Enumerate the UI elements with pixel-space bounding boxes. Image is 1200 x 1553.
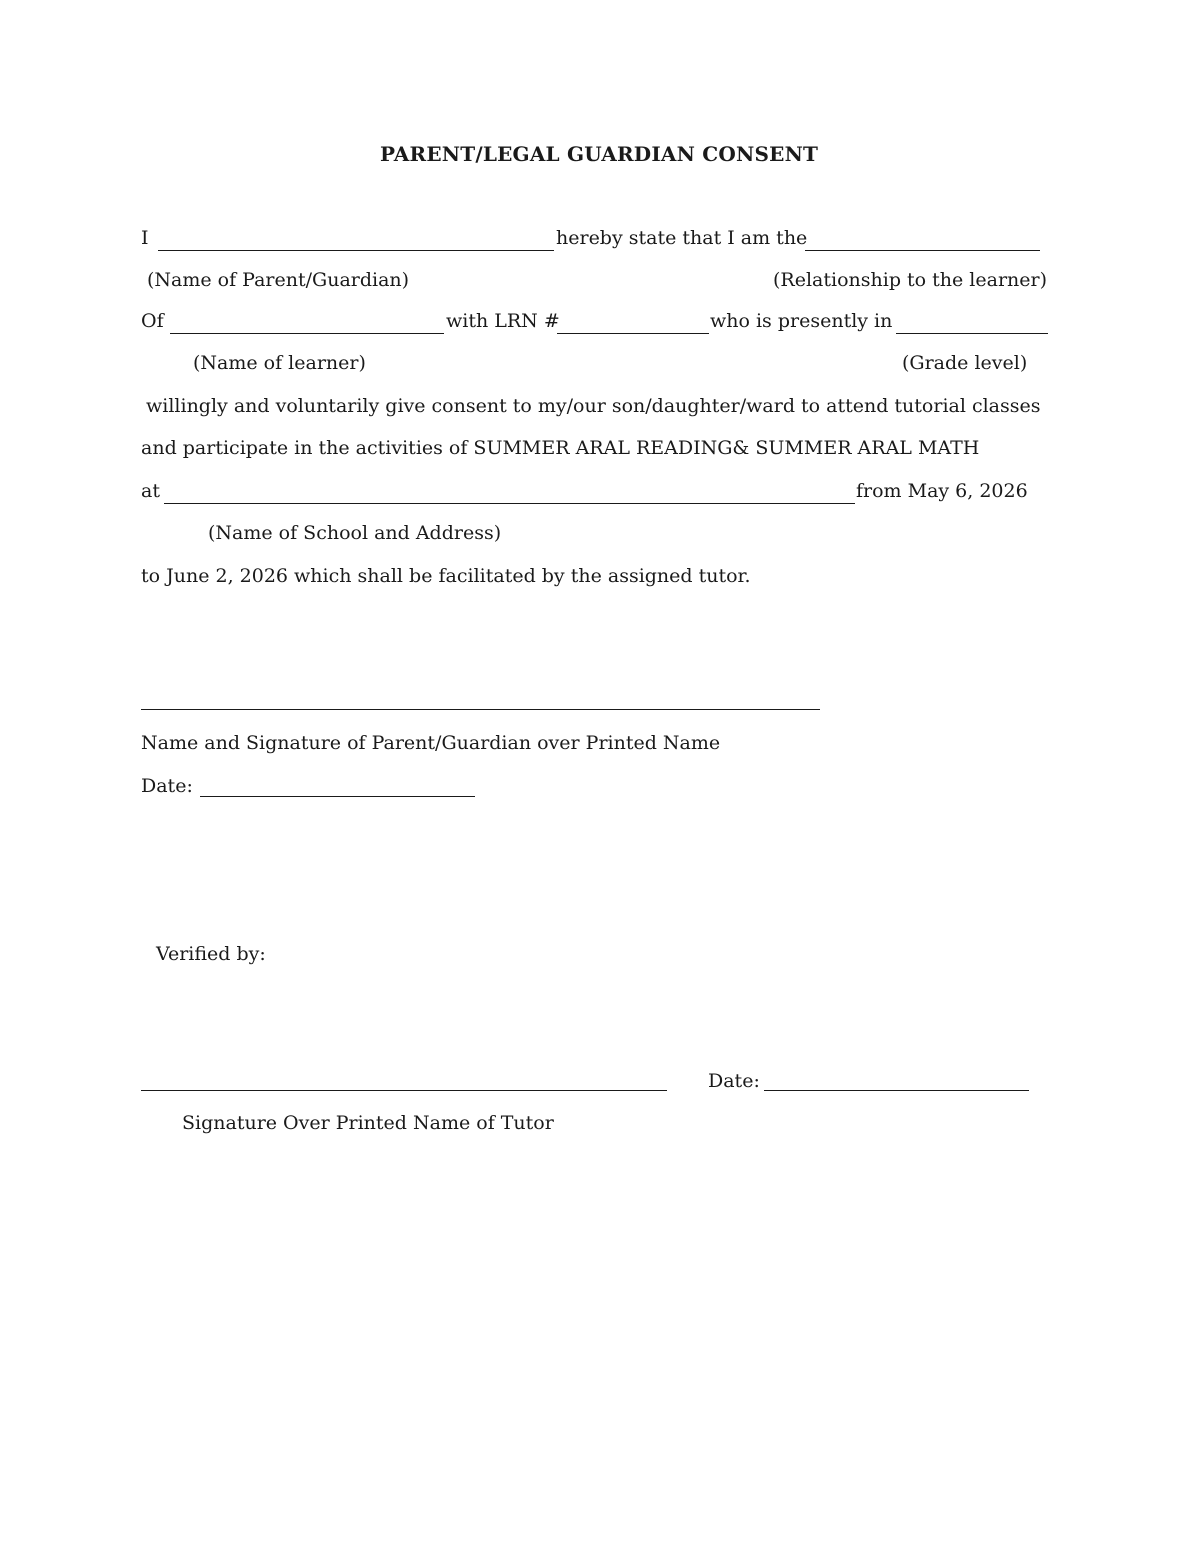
parent-signature-label: Name and Signature of Parent/Guardian over Printed Name [141,732,721,754]
tutor-date-label: Date: [708,1070,760,1092]
at-prefix: at [141,480,160,502]
row1-prefix: I [141,227,149,249]
parent-date-blank[interactable] [200,796,475,797]
learner-name-label: (Name of learner) [193,352,366,374]
tutor-signature-label: Signature Over Printed Name of Tutor [182,1112,554,1134]
tutor-signature-blank[interactable] [141,1090,667,1091]
parent-name-blank[interactable] [158,250,554,251]
school-address-label: (Name of School and Address) [208,522,502,544]
grade-level-blank[interactable] [896,333,1048,334]
form-title: PARENT/LEGAL GUARDIAN CONSENT [380,142,819,166]
school-address-blank[interactable] [164,503,855,504]
learner-name-blank[interactable] [170,333,444,334]
lrn-label: with LRN # [446,310,560,332]
parent-date-label: Date: [141,775,193,797]
row1-statement: hereby state that I am the [556,227,808,249]
presently-in-label: who is presently in [710,310,893,332]
tutor-date-blank[interactable] [764,1090,1029,1091]
grade-level-label: (Grade level) [902,352,1028,374]
relationship-blank[interactable] [805,250,1040,251]
from-date-text: from May 6, 2026 [856,480,1028,502]
lrn-blank[interactable] [557,333,709,334]
consent-line-2: and participate in the activities of SUMMER ARAL READING& SUMMER ARAL MATH [141,437,980,459]
parent-name-label: (Name of Parent/Guardian) [147,269,410,291]
row2-prefix: Of [141,310,164,332]
consent-line-1: willingly and voluntarily give consent to my/our son/daughter/ward to attend tutorial classes [146,395,1041,417]
relationship-label: (Relationship to the learner) [773,269,1047,291]
verified-by-label: Verified by: [156,943,266,965]
consent-line-4: to June 2, 2026 which shall be facilitated by the assigned tutor. [141,565,751,587]
parent-signature-blank[interactable] [141,709,820,710]
